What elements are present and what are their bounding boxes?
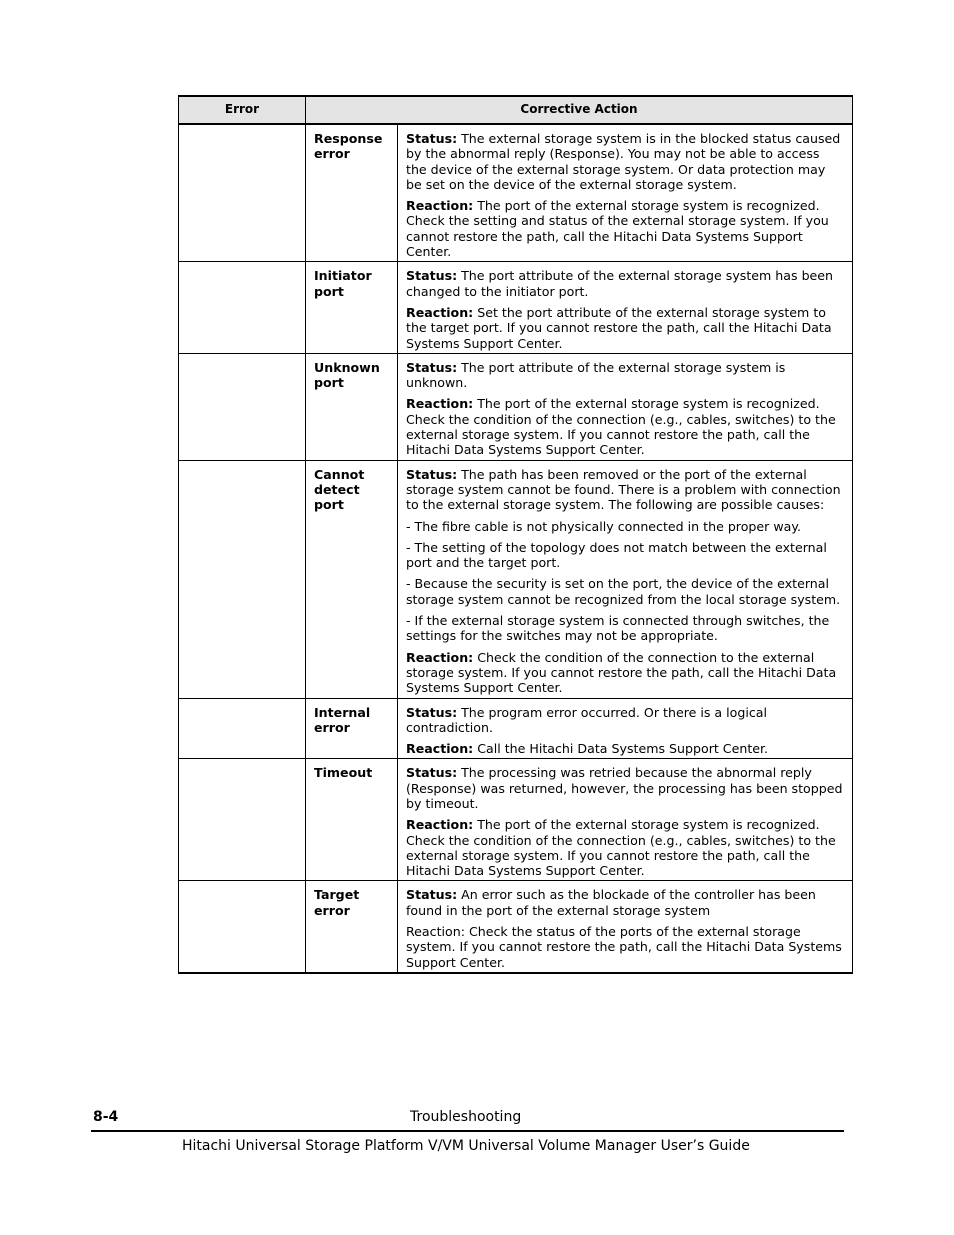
- paragraph-text: The path has been removed or the port of the external storage system cannot be found. There is a problem with connection to the external storage system. The following are possible causes:: [406, 466, 841, 513]
- header-corrective-action: Corrective Action: [306, 96, 853, 124]
- action-paragraph: [406, 887, 844, 918]
- paragraph-text: The program error occurred. Or there is a logical contradiction.: [406, 704, 767, 735]
- page-number: 8-4: [93, 1109, 119, 1125]
- corrective-action-cell: [398, 353, 853, 460]
- action-paragraph: [406, 467, 844, 513]
- table-row: [179, 124, 853, 262]
- error-name: Cannot detect port: [306, 460, 398, 698]
- corrective-action-cell: [398, 262, 853, 353]
- paragraph-text: The processing was retried because the abnormal reply (Response) was returned, however, the processing has been stopped by timeout.: [406, 765, 843, 811]
- error-category-cell: [179, 353, 306, 460]
- paragraph-text: An error such as the blockade of the controller has been found in the port of the external storage system: [406, 887, 816, 918]
- action-paragraph: [406, 198, 844, 259]
- paragraph-lead: Status:: [406, 131, 458, 146]
- paragraph-text: Call the Hitachi Data Systems Support Center.: [473, 741, 769, 757]
- error-category-cell: [179, 698, 306, 759]
- error-category-cell: [179, 759, 306, 881]
- paragraph-lead: Status:: [406, 268, 458, 284]
- error-category-cell: [179, 262, 306, 353]
- paragraph-text: - The setting of the topology does not match between the external port and the target port.: [406, 539, 827, 571]
- table-row: [179, 353, 853, 460]
- book-title: Hitachi Universal Storage Platform V/VM Universal Volume Manager User’s Guide: [182, 1138, 750, 1154]
- action-paragraph: [406, 519, 844, 534]
- header-error: Error: [179, 96, 306, 124]
- action-paragraph: [406, 396, 844, 457]
- action-paragraph: [406, 576, 844, 607]
- action-paragraph: [406, 268, 844, 299]
- error-name: Timeout: [306, 759, 398, 881]
- corrective-action-cell: [398, 759, 853, 881]
- error-name: Unknown port: [306, 353, 398, 460]
- error-category-cell: [179, 881, 306, 973]
- error-name: Internal error: [306, 698, 398, 759]
- section-name: Troubleshooting: [410, 1109, 522, 1125]
- footer-divider: [91, 1130, 844, 1132]
- error-name: Initiator port: [306, 262, 398, 353]
- action-paragraph: [406, 765, 844, 811]
- action-paragraph: [406, 741, 844, 756]
- action-paragraph: [406, 613, 844, 644]
- table-row: [179, 881, 853, 973]
- paragraph-text: The port of the external storage system is recognized. Check the setting and status of the external storage system. If you cannot restore the path, call the Hitachi Data Systems Support Center.: [406, 198, 829, 260]
- error-category-cell: [179, 460, 306, 698]
- corrective-action-cell: [398, 460, 853, 698]
- paragraph-text: The port attribute of the external storage system has been changed to the initiator port.: [406, 268, 834, 299]
- corrective-action-cell: [398, 124, 853, 262]
- table-row: [179, 759, 853, 881]
- corrective-action-cell: [398, 881, 853, 973]
- paragraph-text: Set the port attribute of the external storage system to the target port. If you cannot restore the path, call the Hitachi Data Systems Support Center.: [406, 304, 832, 351]
- table-header-row: [179, 96, 853, 124]
- paragraph-text: - Because the security is set on the port, the device of the external storage system cannot be recognized from the local storage system.: [406, 576, 841, 607]
- table-row: [179, 460, 853, 698]
- table-body: [179, 124, 853, 973]
- action-paragraph: [406, 131, 844, 192]
- error-category-cell: [179, 124, 306, 262]
- action-paragraph: [406, 305, 844, 351]
- action-paragraph: [406, 650, 844, 696]
- paragraph-lead: Reaction:: [406, 817, 474, 833]
- paragraph-lead: Status:: [406, 704, 458, 720]
- paragraph-text: - The fibre cable is not physically connected in the proper way.: [406, 518, 802, 534]
- paragraph-text: The port of the external storage system is recognized. Check the condition of the connection (e.g., cables, switches) to the external storage system. If you cannot restore the path, call the Hitachi Data Systems Support Center.: [406, 396, 836, 458]
- paragraph-text: Check the condition of the connection to the external storage system. If you cannot restore the path, call the Hitachi Data Systems Support Center.: [406, 649, 837, 696]
- paragraph-lead: Reaction:: [406, 741, 474, 757]
- paragraph-lead: Status:: [406, 359, 458, 375]
- error-name: Response error: [306, 124, 398, 262]
- action-paragraph: [406, 705, 844, 736]
- table-row: [179, 698, 853, 759]
- paragraph-text: Reaction: Check the status of the ports of the external storage system. If you cannot restore the path, call the Hitachi Data Systems Support Center.: [406, 924, 842, 970]
- action-paragraph: [406, 817, 844, 878]
- corrective-action-cell: [398, 698, 853, 759]
- paragraph-lead: Reaction:: [406, 198, 474, 214]
- paragraph-lead: Reaction:: [406, 396, 474, 412]
- paragraph-text: The port of the external storage system is recognized. Check the condition of the connection (e.g., cables, switches) to the external storage system. If you cannot restore the path, call the Hitachi Data Systems Support Center.: [406, 817, 836, 879]
- paragraph-text: The port attribute of the external storage system is unknown.: [406, 359, 786, 391]
- paragraph-text: The external storage system is in the blocked status caused by the abnormal reply (Response). You may not be able to access the device of the external storage system. Or data protection may be set on the device of the external storage system.: [406, 131, 841, 192]
- table-row: [179, 262, 853, 353]
- paragraph-lead: Reaction:: [406, 649, 474, 665]
- paragraph-lead: Status:: [406, 466, 458, 482]
- paragraph-lead: Status:: [406, 765, 458, 781]
- paragraph-text: - If the external storage system is connected through switches, the settings for the switches may not be appropriate.: [406, 613, 830, 644]
- action-paragraph: [406, 924, 844, 970]
- error-name: Target error: [306, 881, 398, 973]
- error-table: [178, 95, 853, 974]
- paragraph-lead: Status:: [406, 887, 458, 903]
- action-paragraph: [406, 540, 844, 571]
- action-paragraph: [406, 360, 844, 391]
- paragraph-lead: Reaction:: [406, 304, 474, 320]
